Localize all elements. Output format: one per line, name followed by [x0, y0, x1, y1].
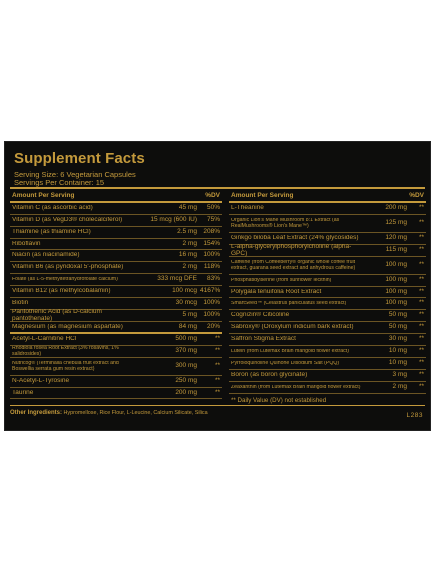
other-ingredients — [10, 410, 350, 416]
ingredient-dv: 100% — [203, 299, 220, 307]
ingredient-name: SmartSeed™ (Celastrus paniculatus seed extract) — [231, 300, 347, 306]
facts-row — [10, 322, 222, 334]
ingredient-name: Nutricog® (Terminalia chebula fruit extract and Boswellia serrata gum resin extract) — [12, 361, 119, 372]
ingredient-amount: 120 mg — [385, 234, 407, 242]
ingredient-dv: 118% — [203, 263, 220, 271]
ingredient-amount: 100 mg — [385, 287, 407, 295]
ingredient-amount: 10 mg — [388, 347, 407, 355]
ingredient-dv: ** — [418, 371, 424, 379]
ingredient-dv: 100% — [203, 311, 220, 319]
left-header-amount: Amount Per Serving — [12, 192, 75, 199]
ingredient-dv: ** — [418, 311, 424, 319]
ingredient-name: Vitamin B6 (as pyridoxal 5'-phosphate) — [12, 264, 124, 271]
ingredient-name: Rhodiola rosea Root Extract (3% rosavins, 1% salidrosides) — [12, 346, 119, 357]
ingredient-amount: 125 mg — [385, 219, 407, 227]
ingredient-amount: 200 mg — [175, 388, 197, 396]
facts-row — [229, 203, 426, 215]
ingredient-dv: ** — [418, 204, 424, 212]
facts-row — [10, 203, 222, 215]
facts-row — [229, 298, 426, 310]
facts-row — [10, 334, 222, 346]
facts-row — [10, 346, 222, 358]
ingredient-dv: 100% — [203, 251, 220, 259]
ingredient-name: L-alpha-glycerylphosphorylcholine (alpha-GPC) — [231, 243, 352, 257]
ingredient-dv: ** — [214, 362, 220, 370]
ingredient-name: N-Acetyl-L-Tyrosine — [12, 378, 70, 385]
ingredient-name: Polygala tenuifolia Root Extract — [231, 288, 322, 295]
ingredient-dv: ** — [418, 335, 424, 343]
ingredient-amount: 30 mg — [388, 335, 407, 343]
ingredient-dv: ** — [418, 323, 424, 331]
ingredient-amount: 115 mg — [385, 246, 407, 254]
ingredient-amount: 5 mg — [182, 311, 197, 319]
supplement-facts-panel — [4, 141, 431, 431]
ingredient-amount: 30 mcg — [175, 299, 197, 307]
facts-row — [10, 239, 222, 250]
ingredient-name: Organic Lion's Mane Mushroom 8:1 Extract (as RealMushrooms® Lion's Mane™) — [231, 218, 340, 229]
ingredient-name: Acetyl-L-Carnitine HCl — [12, 336, 77, 343]
facts-row — [10, 358, 222, 376]
ingredient-amount: 500 mg — [175, 335, 197, 343]
ingredient-name: Niacin (as niacinamide) — [12, 252, 80, 259]
panel-title: Supplement Facts — [14, 150, 145, 167]
servings-per-container: Servings Per Container: 15 — [14, 178, 105, 187]
facts-row — [10, 227, 222, 239]
right-rows — [229, 203, 426, 394]
daily-value-footnote: ** Daily Value (DV) not established — [231, 397, 327, 404]
ingredient-amount: 2 mg — [392, 383, 407, 391]
ingredient-name: Ginkgo biloba Leaf Extract (24% glycosides) — [231, 235, 359, 242]
ingredient-name: Boron (as boron glycinate) — [231, 372, 308, 379]
ingredient-amount: 84 mg — [178, 322, 197, 330]
ingredient-amount: 3 mg — [392, 371, 407, 379]
ingredient-name: Vitamin C (as ascorbic acid) — [12, 205, 93, 212]
left-column-header — [10, 190, 222, 203]
ingredient-amount: 300 mg — [175, 362, 197, 370]
ingredient-amount: 100 mcg — [172, 287, 197, 295]
ingredient-amount: 100 mg — [385, 276, 407, 284]
other-ingredients-label: Other Ingredients: — [10, 410, 63, 416]
ingredient-amount: 50 mg — [388, 311, 407, 319]
facts-row — [229, 334, 426, 346]
ingredient-dv: 83% — [206, 275, 220, 283]
ingredient-name: Thiamine (as thiamine HCl) — [12, 229, 91, 236]
ingredient-name: L-Theanine — [231, 205, 264, 212]
facts-row — [229, 215, 426, 233]
ingredient-dv: ** — [214, 377, 220, 385]
left-column — [10, 190, 222, 399]
ingredient-name: Cognizin® Citicoline — [231, 312, 290, 319]
ingredient-dv: ** — [418, 287, 424, 295]
facts-row — [10, 376, 222, 388]
ingredient-amount: 370 mg — [175, 347, 197, 355]
facts-row — [229, 275, 426, 287]
ingredient-amount: 250 mg — [175, 377, 197, 385]
ingredient-amount: 333 mcg DFE — [157, 275, 197, 283]
ingredient-name: Phosphatidylserine (from sunflower lecithin) — [231, 277, 332, 283]
ingredient-dv: ** — [214, 388, 220, 396]
ingredient-amount: 2.5 mg — [177, 228, 197, 236]
right-column-header — [229, 190, 426, 203]
ingredient-dv: 208% — [203, 228, 220, 236]
lot-code: L283 — [406, 412, 423, 419]
serving-size: Serving Size: 6 Vegetarian Capsules — [14, 170, 136, 179]
ingredient-name: Riboflavin — [12, 240, 41, 247]
ingredient-name: Saffron Stigma Extract — [231, 336, 296, 343]
ingredient-dv: ** — [214, 335, 220, 343]
ingredient-name: Biotin — [12, 300, 29, 307]
ingredient-name: Caffeine (from Coffeeberry® organic whole coffee fruit extract, guarana seed extract and anhydrous caffeine) — [231, 260, 356, 271]
ingredient-amount: 100 mg — [385, 261, 407, 269]
ingredient-dv: ** — [418, 246, 424, 254]
ingredient-name: Vitamin D (as VegD3® cholecalciferol) — [12, 217, 123, 224]
ingredient-dv: 50% — [206, 204, 220, 212]
ingredient-amount: 2 mg — [182, 263, 197, 271]
ingredient-dv: ** — [418, 219, 424, 227]
ingredient-dv: 20% — [206, 322, 220, 330]
facts-row — [229, 322, 426, 334]
other-ingredients-text: Hypromellose, Rice Flour, L-Leucine, Calcium Silicate, Silica — [63, 410, 208, 416]
ingredient-name: Lutein (from Lutemax Brain marigold flower extract) — [231, 348, 349, 354]
facts-row — [10, 388, 222, 399]
facts-row — [229, 257, 426, 275]
ingredient-dv: 75% — [206, 216, 220, 224]
right-column — [229, 190, 426, 404]
facts-row — [229, 370, 426, 382]
facts-row — [229, 310, 426, 322]
facts-row — [10, 286, 222, 298]
ingredient-name: Folate (as L-5-methyltetrahydrofolate calcium) — [12, 276, 118, 282]
ingredient-name: Pyrroloquinoline Quinone Disodium Salt (PQQ) — [231, 360, 340, 366]
bottom-rule — [10, 405, 425, 406]
left-header-dv: %DV — [205, 192, 220, 199]
facts-row — [229, 346, 426, 358]
ingredient-name: Pantothenic Acid (as D-calcium pantothenate) — [12, 308, 102, 322]
facts-row — [229, 245, 426, 257]
ingredient-dv: ** — [214, 347, 220, 355]
ingredient-dv: ** — [418, 276, 424, 284]
facts-row — [10, 274, 222, 286]
facts-row — [229, 382, 426, 394]
ingredient-amount: 45 mg — [178, 204, 197, 212]
ingredient-name: Taurine — [12, 389, 34, 396]
facts-row — [10, 310, 222, 322]
ingredient-dv: ** — [418, 359, 424, 367]
ingredient-amount: 10 mg — [388, 359, 407, 367]
ingredient-dv: 154% — [203, 239, 220, 247]
ingredient-dv: ** — [418, 383, 424, 391]
facts-row — [229, 287, 426, 298]
ingredient-amount: 15 mcg (600 IU) — [150, 216, 197, 224]
ingredient-dv: ** — [418, 347, 424, 355]
left-rows — [10, 203, 222, 399]
facts-row — [10, 262, 222, 274]
right-header-dv: %DV — [409, 192, 424, 199]
header-rule — [10, 187, 425, 189]
ingredient-dv: ** — [418, 299, 424, 307]
ingredient-amount: 100 mg — [385, 299, 407, 307]
ingredient-dv: ** — [418, 234, 424, 242]
right-header-amount: Amount Per Serving — [231, 192, 294, 199]
ingredient-amount: 200 mg — [385, 204, 407, 212]
facts-row — [229, 358, 426, 370]
ingredient-name: Magnesium (as magnesium aspartate) — [12, 323, 123, 330]
ingredient-dv: 4167% — [200, 287, 221, 295]
facts-row — [10, 250, 222, 262]
ingredient-name: Sabroxy® (Oroxylum indicum bark extract) — [231, 324, 354, 331]
ingredient-amount: 16 mg — [178, 251, 197, 259]
ingredient-name: Vitamin B12 (as methylcobalamin) — [12, 288, 111, 295]
ingredient-amount: 2 mg — [182, 239, 197, 247]
facts-row — [10, 215, 222, 227]
ingredient-amount: 50 mg — [388, 323, 407, 331]
ingredient-dv: ** — [418, 261, 424, 269]
ingredient-name: Zeaxanthin (from Lutemax Brain marigold flower extract) — [231, 384, 361, 390]
